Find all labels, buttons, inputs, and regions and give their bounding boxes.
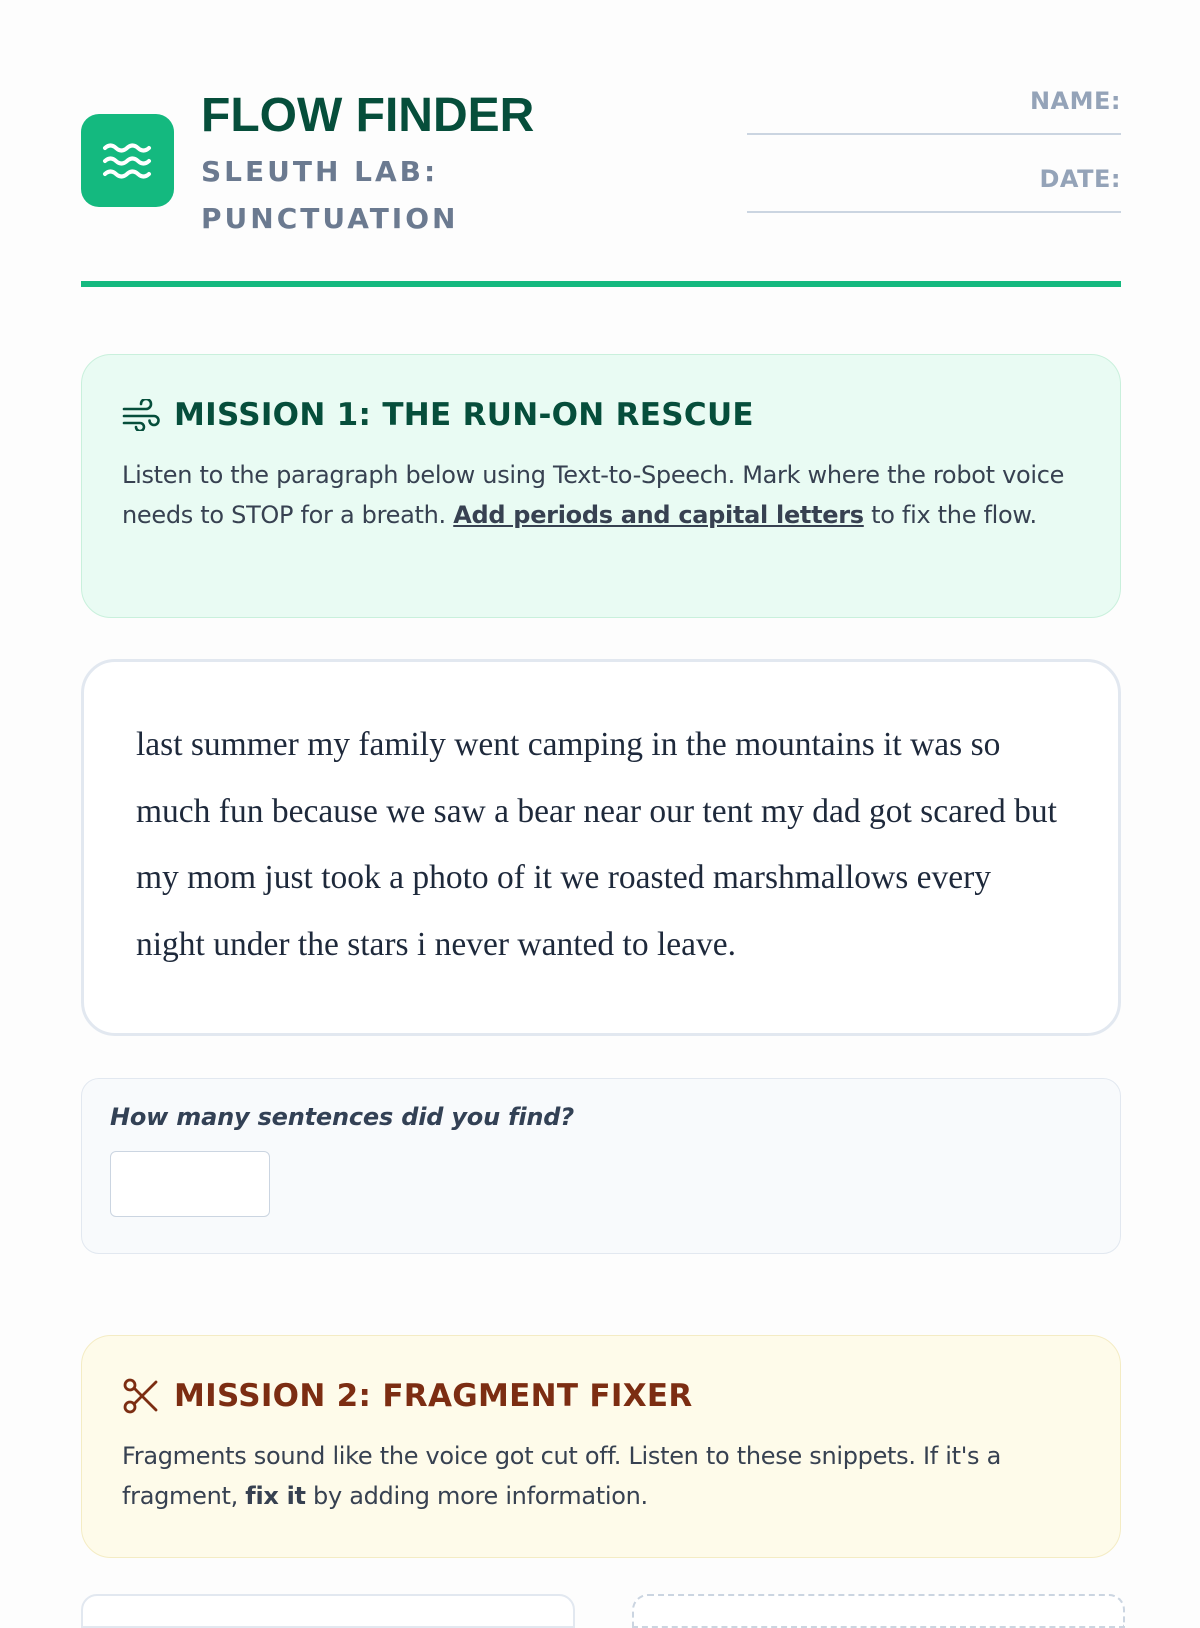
mission-1-card	[81, 354, 1121, 618]
mission-1-instructions	[122, 455, 1080, 535]
wind-icon	[122, 399, 160, 431]
snippet-card	[81, 1594, 575, 1628]
date-line[interactable]	[747, 201, 1121, 213]
mission-1-header	[122, 395, 1080, 435]
name-label: NAME:	[1029, 87, 1121, 115]
mission-2-card	[81, 1335, 1121, 1558]
mission-1-text-end: to fix the flow.	[863, 501, 1037, 529]
run-on-passage	[81, 659, 1121, 1036]
sentence-count-input[interactable]	[110, 1151, 270, 1217]
mission-2-emphasis: fix it	[245, 1482, 306, 1510]
mission-2-header	[122, 1376, 1080, 1416]
page-title: FLOW FINDER	[201, 89, 535, 142]
waves-icon	[101, 140, 155, 182]
sentence-count-question	[81, 1078, 1121, 1254]
name-date-fields	[741, 86, 1121, 242]
mission-2-instructions	[122, 1436, 1080, 1516]
name-line[interactable]	[747, 123, 1121, 135]
scissors-icon	[122, 1377, 160, 1415]
mission-1-text-start: Listen to the paragraph below using Text-to-Speech. Mark where the robot voice needs to STOP for a breath.	[122, 461, 1065, 529]
page-subtitle: SLEUTH LAB: PUNCTUATION	[201, 155, 459, 235]
logo	[81, 114, 174, 207]
mission-2-text-start: Fragments sound like the voice got cut off. Listen to these snippets. If it's a fragment,	[122, 1442, 1001, 1510]
worksheet-header	[81, 86, 1121, 286]
mission-1-title: MISSION 1: THE RUN-ON RESCUE	[174, 397, 754, 433]
question-label: How many sentences did you find?	[110, 1103, 574, 1131]
mission-2-title: MISSION 2: FRAGMENT FIXER	[174, 1378, 693, 1414]
mission-1-emphasis: Add periods and capital letters	[453, 501, 864, 529]
mission-2-text-end: by adding more information.	[305, 1482, 648, 1510]
passage-text[interactable]: last summer my family went camping in the mountains it was so much fun because we saw a bear near our tent my dad got scared but my mom just took a photo of it we roasted marshmallows every night under the stars i never wanted to leave.	[136, 726, 1057, 963]
fix-answer-card[interactable]	[632, 1594, 1125, 1628]
header-divider	[81, 281, 1121, 287]
date-label: DATE:	[1039, 165, 1121, 193]
